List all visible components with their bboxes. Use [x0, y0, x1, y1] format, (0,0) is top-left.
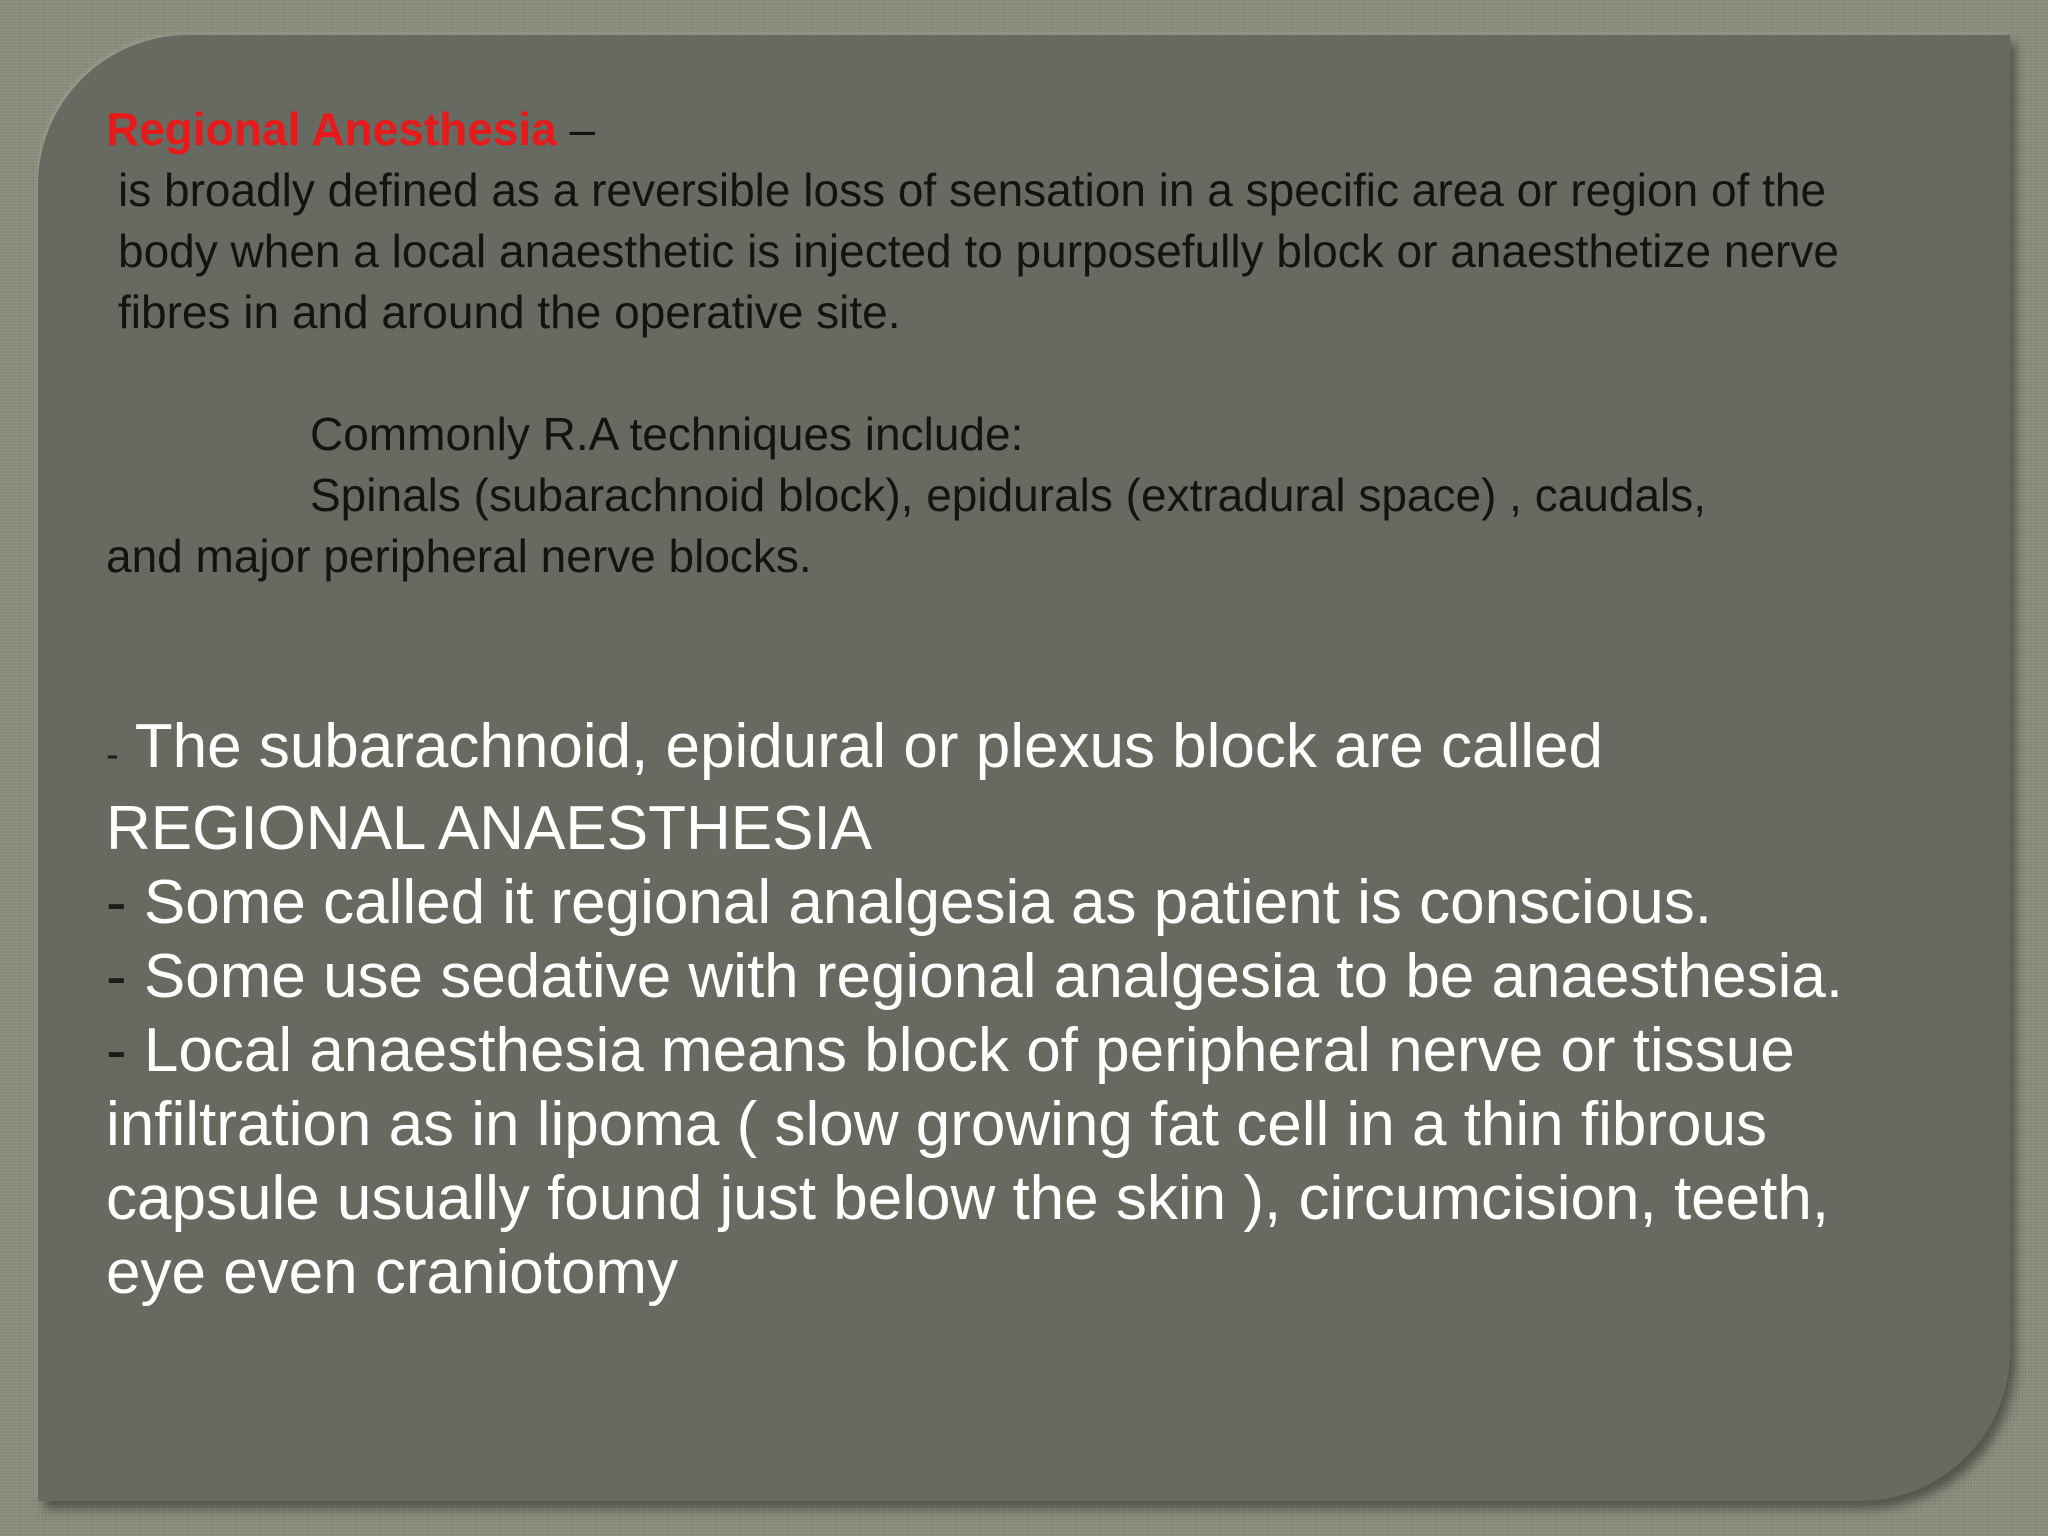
- point-bullet: -: [106, 1016, 127, 1085]
- point-item: [106, 866, 1926, 940]
- point-text: Local anaesthesia means block of peripheral nerve or tissue infiltration as in lipoma ( slow growing fat cell in a thin fibrous capsule usually found just below the skin ), circumcision, teeth, eye even craniotomy: [106, 1016, 1830, 1307]
- point-item: [106, 710, 1926, 866]
- heading-dash: –: [556, 103, 596, 155]
- slide-content: [106, 99, 1926, 1310]
- definition-heading-line: [106, 99, 1926, 160]
- heading-term: Regional Anesthesia: [106, 103, 557, 155]
- slide-panel: [38, 35, 2010, 1501]
- point-text: Some use sedative with regional analgesia to be anaesthesia.: [126, 942, 1844, 1011]
- point-item: [106, 940, 1926, 1014]
- spacer: [106, 343, 1926, 404]
- point-bullet: -: [106, 868, 127, 937]
- techniques-intro: Commonly R.A techniques include:: [310, 408, 1024, 460]
- point-text: Some called it regional analgesia as patient is conscious.: [126, 868, 1713, 937]
- definition-text: is broadly defined as a reversible loss of sensation in a specific area or region of the body when a local anaesthetic is injected to purposefully block or anaesthetize nerve fibres in and around the operative site.: [118, 164, 1839, 338]
- definition-section: [106, 99, 1926, 587]
- points-list: [106, 710, 1926, 1310]
- techniques-line-2: and major peripheral nerve blocks.: [106, 530, 812, 582]
- point-item: [106, 1014, 1926, 1310]
- point-bullet: -: [106, 734, 119, 776]
- point-bullet: -: [106, 942, 127, 1011]
- techniques-line-1: Spinals (subarachnoid block), epidurals (extradural space) , caudals,: [310, 469, 1707, 521]
- point-text: The subarachnoid, epidural or plexus block are called REGIONAL ANAESTHESIA: [106, 712, 1603, 863]
